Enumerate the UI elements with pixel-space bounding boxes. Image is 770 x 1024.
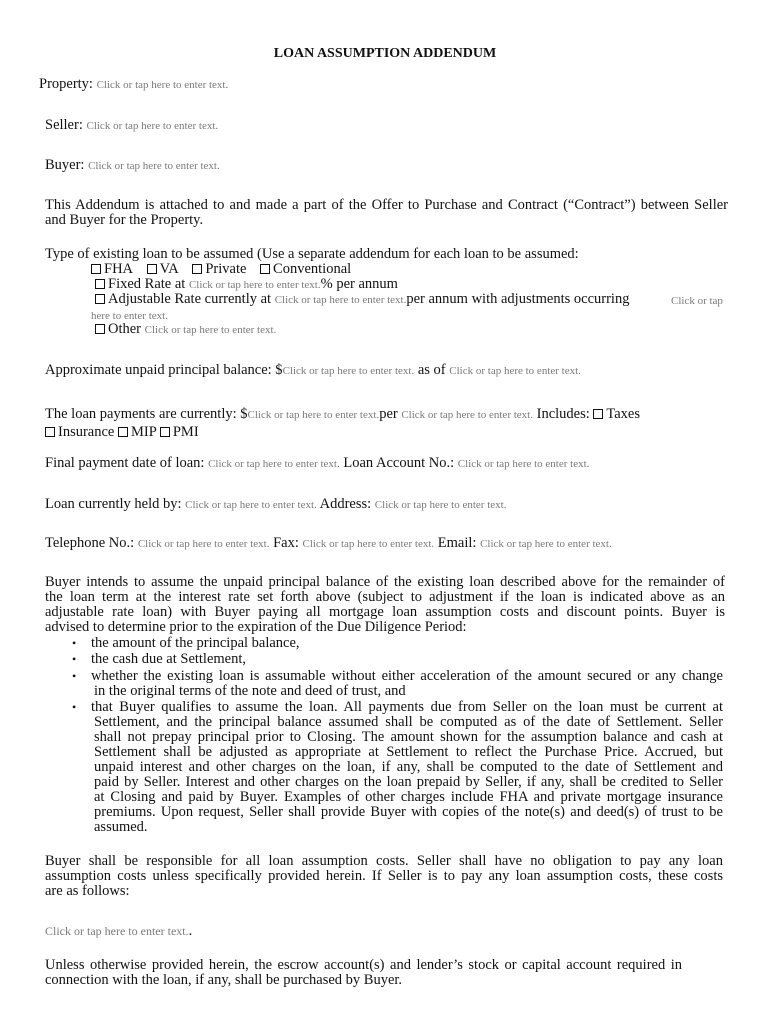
property-field[interactable]: Click or tap here to enter text. [96, 79, 229, 91]
buyer-field[interactable]: Click or tap here to enter text. [88, 160, 220, 172]
held-by-row [45, 497, 506, 513]
adjustable-rate-mid: per annum with adjustments occurring [406, 291, 630, 307]
private-option[interactable] [192, 261, 246, 277]
address-field[interactable]: Click or tap here to enter text. [374, 499, 507, 511]
intro-line-2: and Buyer for the Property. [45, 212, 204, 228]
other-field[interactable]: Click or tap here to enter text. [144, 324, 277, 336]
loan-type-heading: Type of existing loan to be assumed (Use a separate addendum for each loan to be assumed: [45, 246, 579, 262]
email-field[interactable]: Click or tap here to enter text. [480, 538, 612, 550]
seller-field[interactable]: Click or tap here to enter text. [86, 120, 219, 132]
seller-row [45, 118, 218, 134]
escrow-para-line-2: connection with the loan, if any, shall be purchased by Buyer. [45, 972, 403, 988]
intro-line-1: This Addendum is attached to and made a part of the Offer to Purchase and Contract (“Contract”) between Seller [45, 197, 728, 213]
other-checkbox[interactable] [95, 324, 105, 334]
includes-label: Includes: [536, 406, 590, 422]
bullet-3-line-2: in the original terms of the note and deed of trust, and [94, 683, 406, 699]
fixed-rate-checkbox[interactable] [95, 279, 105, 289]
balance-field[interactable]: Click or tap here to enter text. [282, 365, 415, 377]
other-loan-row [95, 322, 276, 338]
other-label: Other [108, 321, 142, 337]
bullet-2: the cash due at Settlement, [91, 651, 247, 667]
as-of-field[interactable]: Click or tap here to enter text. [449, 365, 581, 377]
taxes-checkbox[interactable] [593, 409, 603, 419]
buyer-row [45, 158, 220, 174]
account-label: Loan Account No.: [343, 455, 455, 471]
payment-amount-field[interactable]: Click or tap here to enter text. [247, 409, 380, 421]
assume-para-line-4: advised to determine prior to the expiration of the Due Diligence Period: [45, 619, 467, 635]
payments-row [45, 407, 640, 423]
property-label: Property: [39, 76, 93, 92]
address-label: Address: [319, 496, 372, 512]
final-payment-label: Final payment date of loan: [45, 455, 205, 471]
payments-includes-row [45, 425, 199, 440]
fha-label: FHA [104, 261, 134, 277]
held-by-field[interactable]: Click or tap here to enter text. [185, 499, 317, 511]
va-option[interactable] [147, 261, 179, 277]
assume-para-line-1: Buyer intends to assume the unpaid principal balance of the existing loan described above for the remainder of [45, 574, 725, 590]
fha-checkbox[interactable] [91, 264, 101, 274]
bullet-4-line-8: premiums. Upon request, Seller shall provide Buyer with copies of the note(s) and deed(s) of trust to be [94, 804, 723, 820]
page-title: LOAN ASSUMPTION ADDENDUM [273, 46, 497, 61]
escrow-para-line-1: Unless otherwise provided herein, the escrow account(s) and lender’s stock or capital account required in [45, 957, 682, 973]
bullet-marker: • [72, 700, 77, 714]
bullet-4-line-6: paid by Seller. Interest and other charges on the loan prepaid by Seller, if any, shall be credited to Seller [94, 774, 723, 790]
telephone-field[interactable]: Click or tap here to enter text. [137, 538, 270, 550]
bullet-4-line-2: Settlement, and the principal balance assumed shall be computed as of the date of Settlement. Seller [94, 714, 723, 730]
final-payment-field[interactable]: Click or tap here to enter text. [208, 458, 340, 470]
bullet-4-line-1: that Buyer qualifies to assume the loan. All payments due from Seller on the loan must be current at [91, 699, 723, 715]
payment-period-field[interactable]: Click or tap here to enter text. [401, 409, 533, 421]
held-by-label: Loan currently held by: [45, 496, 182, 512]
bullet-4-line-5: unpaid interest and other charges on the loan, if any, shall be computed to the date of Settlement and [94, 759, 723, 775]
adjustable-rate-label: Adjustable Rate currently at [108, 291, 272, 307]
loan-type-options [91, 262, 351, 277]
mip-label: MIP [130, 424, 157, 440]
bullet-4-line-9: assumed. [94, 819, 148, 835]
bullet-marker: • [72, 636, 77, 650]
bullet-1: the amount of the principal balance, [91, 635, 300, 651]
bullet-marker: • [72, 669, 77, 683]
fha-option[interactable] [91, 261, 133, 277]
costs-para-line-2: assumption costs unless specifically provided herein. If Seller is to pay any loan assumption costs, these costs [45, 868, 723, 884]
insurance-checkbox[interactable] [45, 427, 55, 437]
telephone-label: Telephone No.: [45, 535, 135, 551]
adjustment-frequency-field[interactable]: Click or tap here to enter text. [91, 295, 723, 322]
bullet-marker: • [72, 652, 77, 666]
buyer-label: Buyer: [45, 157, 85, 173]
costs-field[interactable]: Click or tap here to enter text. [45, 924, 189, 938]
va-checkbox[interactable] [147, 264, 157, 274]
insurance-label: Insurance [58, 424, 115, 440]
mip-checkbox[interactable] [118, 427, 128, 437]
bullet-4-line-4: Settlement shall be adjusted as appropriate at Settlement to reflect the Purchase Price. Accrued, but [94, 744, 723, 760]
seller-label: Seller: [45, 117, 83, 133]
payments-label: The loan payments are currently: $ [45, 406, 248, 422]
adjustable-rate-field[interactable]: Click or tap here to enter text. [274, 294, 407, 306]
property-row [39, 77, 228, 93]
fax-label: Fax: [273, 535, 299, 551]
fixed-rate-label: Fixed Rate at [108, 276, 186, 292]
assume-para-line-3: adjustable rate loan) with Buyer paying all mortgage loan assumption costs and discount points. Buyer is [45, 604, 725, 620]
as-of-label: as of [417, 362, 446, 378]
costs-para-line-1: Buyer shall be responsible for all loan assumption costs. Seller shall have no obligation to pay any loan [45, 853, 723, 869]
private-label: Private [205, 261, 247, 277]
costs-suffix: . [188, 923, 193, 939]
conventional-checkbox[interactable] [260, 264, 270, 274]
balance-label: Approximate unpaid principal balance: $ [45, 362, 283, 378]
taxes-label: Taxes [606, 406, 640, 422]
pmi-label: PMI [172, 424, 199, 440]
fixed-rate-suffix: % per annum [320, 276, 398, 292]
email-label: Email: [437, 535, 477, 551]
account-field[interactable]: Click or tap here to enter text. [457, 458, 590, 470]
private-checkbox[interactable] [192, 264, 202, 274]
bullet-4-line-7: at Closing and paid by Buyer. Examples of other charges include FHA and private mortgage insurance [94, 789, 723, 805]
final-payment-row [45, 456, 589, 472]
balance-row [45, 363, 581, 379]
fax-field[interactable]: Click or tap here to enter text. [302, 538, 435, 550]
costs-row [45, 924, 192, 939]
bullet-3-line-1: whether the existing loan is assumable without either acceleration of the amount secured or any change [91, 668, 723, 684]
va-label: VA [159, 261, 179, 277]
assume-para-line-2: the loan term at the interest rate set forth above (subject to adjustment if the loan is indicated above as an [45, 589, 725, 605]
costs-para-line-3: are as follows: [45, 883, 130, 899]
contact-row [45, 536, 612, 552]
pmi-checkbox[interactable] [160, 427, 170, 437]
per-label: per [379, 406, 398, 422]
fixed-rate-field[interactable]: Click or tap here to enter text. [188, 279, 321, 291]
bullet-4-line-3: shall not prepay principal prior to Closing. The amount shown for the assumption balance and cash at [94, 729, 723, 745]
conventional-option[interactable] [260, 261, 351, 277]
conventional-label: Conventional [273, 261, 352, 277]
